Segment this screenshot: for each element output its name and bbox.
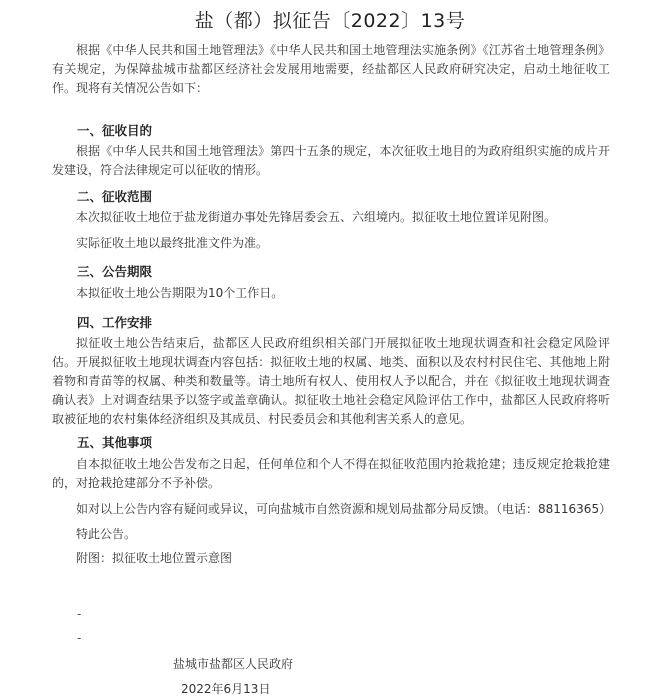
document-title: 盐（都）拟征告〔2022〕13号 [194,10,466,32]
section-paragraph: 根据《中华人民共和国土地管理法》第四十五条的规定，本次征收土地目的为政府组织实施的成片开发建设，符合法律规定可以征收的情形。 [52,144,610,177]
issue-date: 2022年6月13日 [181,682,271,696]
section-paragraph: 本拟征收土地公告期限为10个工作日。 [76,286,284,300]
section-paragraph: 拟征收土地公告结束后，盐都区人民政府组织相关部门开展拟征收土地现状调查和社会稳定风险评估。开展拟征收土地现状调查内容包括：拟征收土地的权属、地类、面积以及农村村民住宅、其他地上附着物和青苗等的权属、种类和数量等。请土地所有权人、使用权人予以配合，并在《拟征收土地现状调查确认表》上对调查结果予以签字或盖章确认。拟征收土地社会稳定风险评估工作中，盐都区人民政府将听取被征地的农村集体经济组织及其成员、村民委员会和其他利害关系人的意见。 [52,336,610,426]
section-heading-period: 三、公告期限 [77,264,153,279]
section-paragraph: 本次拟征收土地位于盐龙街道办事处先锋居委会五、六组境内。拟征收土地位置详见附图。 [76,210,557,224]
section-heading-purpose: 一、征收目的 [77,123,153,138]
section-paragraph: 实际征收土地以最终批准文件为准。 [76,236,269,250]
intro-paragraph: 根据《中华人民共和国土地管理法》《中华人民共和国土地管理法实施条例》《江苏省土地管理条例》有关规定，为保障盐城市盐都区经济社会发展用地需要，经盐都区人民政府研究决定，启动土地征收工作。现将有关情况公告如下： [52,43,610,95]
section-heading-other: 五、其他事项 [77,435,153,450]
dash-mark: - [77,631,82,645]
attachment-note: 附图：拟征收土地位置示意图 [76,551,233,565]
section-heading-arrangement: 四、工作安排 [77,315,153,330]
issuer-name: 盐城市盐都区人民政府 [173,657,294,671]
section-heading-scope: 二、征收范围 [77,189,153,204]
section-paragraph: 特此公告。 [76,527,137,541]
section-paragraph: 自本拟征收土地公告发布之日起，任何单位和个人不得在拟征收范围内抢栽抢建；违反规定抢栽抢建的，对抢栽抢建部分不予补偿。 [52,457,610,490]
section-paragraph: 如对以上公告内容有疑问或异议，可向盐城市自然资源和规划局盐都分局反馈。（电话：88116365） [76,502,612,516]
dash-mark: - [77,607,82,621]
